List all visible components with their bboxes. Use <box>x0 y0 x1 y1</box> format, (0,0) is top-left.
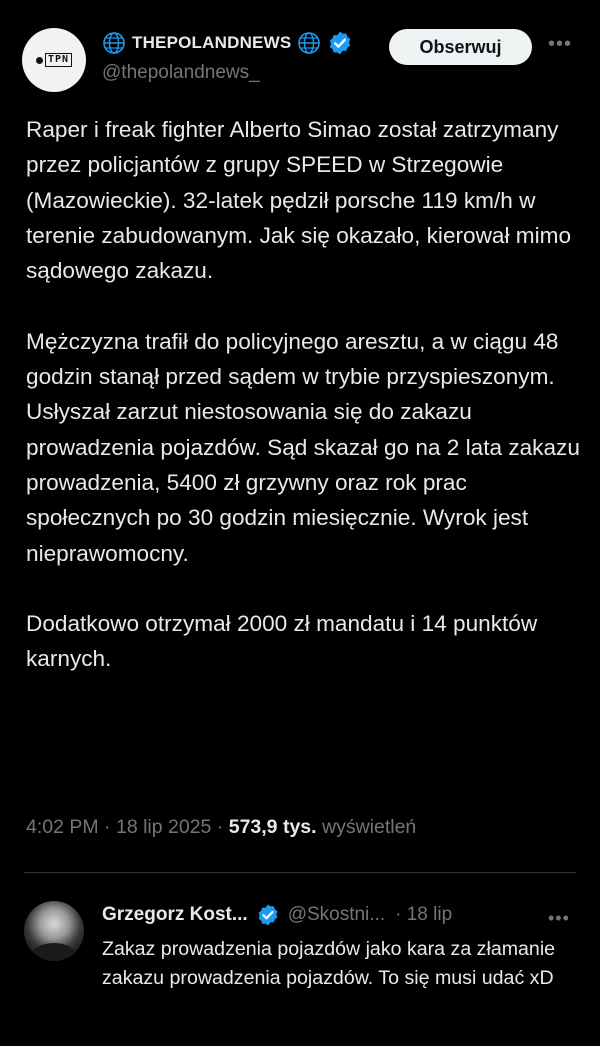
more-options-icon[interactable]: ••• <box>548 33 573 55</box>
reply-display-name[interactable]: Grzegorz Kost... <box>102 904 248 925</box>
reply-separator: · <box>395 904 402 925</box>
tpn-logo <box>36 53 72 67</box>
logo-text: TPN <box>45 53 72 67</box>
reply-date-value: 18 lip <box>406 904 453 925</box>
author-avatar[interactable] <box>22 28 86 92</box>
views-label: wyświetleń <box>321 816 417 838</box>
follow-button[interactable]: Obserwuj <box>389 29 532 65</box>
logo-dot-icon <box>36 57 43 64</box>
tweet-header <box>0 0 600 110</box>
author-display-name[interactable]: THEPOLANDNEWS <box>132 33 292 52</box>
globe-icon <box>297 31 321 55</box>
tweet-meta <box>26 816 416 839</box>
globe-icon <box>102 31 126 55</box>
meta-separator: · <box>104 816 111 838</box>
verified-badge-icon <box>327 30 353 56</box>
reply-tweet[interactable] <box>0 873 600 1046</box>
tweet-time[interactable]: 4:02 PM <box>26 816 99 838</box>
views-count[interactable]: 573,9 tys. <box>228 816 317 838</box>
tweet-text: Raper i freak fighter Alberto Simao został zatrzymany przez policjantów z grupy SPEED w Strzegowie (Mazowieckie). 32-latek pędził porsche 119 km/h w terenie zabudowanym. Jak się okazało, kierował mimo sądowego zakazu. Mężczyzna trafił do policyjnego aresztu, a w ciągu 48 godzin stanął przed sądem w trybie przyspieszonym. Usłyszał zarzut niestosowania się do zakazu prowadzenia pojazdów. Sąd skazał go na 2 lata zakazu prowadzenia, 5400 zł grzywny oraz rok prac społecznych po 30 godzin miesięcznie. Wyrok jest nieprawomocny. Dodatkowo otrzymał 2000 zł mandatu i 14 punktów karnych. <box>26 117 580 672</box>
reply-text: Zakaz prowadzenia pojazdów jako kara za złamanie zakazu prowadzenia pojazdów. To się musi udać xD <box>102 938 556 989</box>
reply-date[interactable] <box>395 904 452 926</box>
meta-separator: · <box>216 816 224 838</box>
tweet-date[interactable]: 18 lip 2025 <box>115 816 212 838</box>
avatar-shirt <box>30 943 78 961</box>
reply-more-options-icon[interactable]: ••• <box>548 908 570 928</box>
author-handle[interactable]: @thepolandnews_ <box>102 62 260 83</box>
reply-avatar[interactable] <box>24 901 84 961</box>
reply-handle[interactable]: @Skostni... <box>287 904 386 925</box>
reply-header <box>102 903 452 927</box>
verified-badge-icon <box>256 903 280 927</box>
author-name-row[interactable] <box>102 30 353 56</box>
